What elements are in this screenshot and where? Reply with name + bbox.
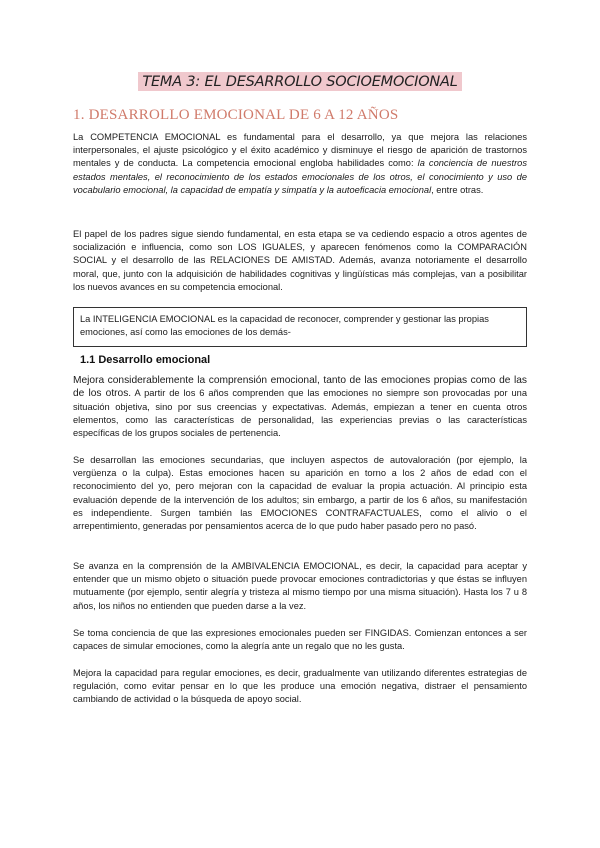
paragraph-fingidas: Se toma conciencia de que las expresiones emocionales pueden ser FINGIDAS. Comienzan entonces a ser capaces de simular emociones, como la alegría ante un regalo que no les gusta. [73, 628, 527, 652]
paragraph-ambivalencia: Se avanza en la comprensión de la AMBIVALENCIA EMOCIONAL, es decir, la capacidad para aceptar y entender que un mismo objeto o situación puede provocar emociones contradictorias y que éstas se influyen mutuamente (por ejemplo, sentir alegría y tristeza al mismo tiempo por una misma situación). Hasta los 7 u 8 años, los niños no entienden que pueden darse a la vez. [73, 561, 527, 611]
definition-box: La INTELIGENCIA EMOCIONAL es la capacidad de reconocer, comprender y gestionar las propias emociones, así como las emociones de los demás- [73, 307, 527, 347]
section-heading: 1. DESARROLLO EMOCIONAL DE 6 A 12 AÑOS [73, 107, 399, 123]
paragraph-competencia-text: La COMPETENCIA EMOCIONAL es fundamental para el desarrollo, ya que mejora las relaciones interpersonales, el ajuste psicológico y el éxito académico y disminuye el riesgo de aparición de trastornos mentales y de conducta. La competencia emocional engloba habilidades como: [73, 132, 527, 169]
document-title: TEMA 3: EL DESARROLLO SOCIOEMOCIONAL [138, 72, 461, 91]
title-wrapper [0, 72, 600, 91]
paragraph-competencia-italic: la conciencia de nuestros estados mentales, el reconocimiento de los estados emocionales de los otros, el conocimiento y uso de vocabulario emocional, la capacidad de empatía y simpatía y la autoeficacia emocional [73, 158, 528, 195]
paragraph-competencia [73, 131, 527, 197]
paragraph-comprension-rest: A partir de los 6 años comprenden que las emociones no siempre son provocadas por una situación objetiva, sino por sus creencias y expectativas. Además, empiezan a tener en cuenta otros elementos, como las características de personalidad, las experiencias previas o las características específicas de los grupos sociales de pertenencia. [73, 388, 527, 439]
paragraph-emociones-secundarias: Se desarrollan las emociones secundarias, que incluyen aspectos de autovaloración (por ejemplo, la vergüenza o la culpa). Estas emociones hacen su aparición en torno a los 2 años de edad con el reconocimiento del yo, pero mejoran con la capacidad de evaluar la propia actuación. Al principio esta evaluación depende de la intervención de los adultos; sin embargo, a partir de los 6 años, su manifestación es independiente. Surgen también las EMOCIONES CONTRAFACTUALES, como el alivio o el arrepentimiento, generadas por pensamientos acerca de lo que pudo haber pasado pero no pasó. [73, 455, 527, 532]
paragraph-comprension-lead: Mejora considerablemente la comprensión emocional, tanto de las emociones propias como de las de los otros. [73, 375, 527, 400]
subsection-heading: 1.1 Desarrollo emocional [80, 354, 211, 366]
paragraph-comprension [73, 374, 527, 440]
paragraph-competencia-end: , entre otras. [431, 184, 484, 195]
paragraph-padres: El papel de los padres sigue siendo fundamental, en esta etapa se va cediendo espacio a otros agentes de socialización e influencia, como son LOS IGUALES, y aparecen fenómenos como la COMPARACIÓN SOCIAL y el desarrollo de las RELACIONES DE AMISTAD. Además, avanza notoriamente el desarrollo moral, que, junto con la adquisición de habilidades cognitivas y lingüísticas más complejas, van a posibilitar los nuevos avances en su competencia emocional. [73, 229, 527, 292]
paragraph-regulacion: Mejora la capacidad para regular emociones, es decir, gradualmente van utilizando diferentes estrategias de regulación, como evitar pensar en lo que les produce una emoción negativa, distraer el pensamiento cambiando de actividad o la búsqueda de apoyo social. [73, 668, 527, 705]
